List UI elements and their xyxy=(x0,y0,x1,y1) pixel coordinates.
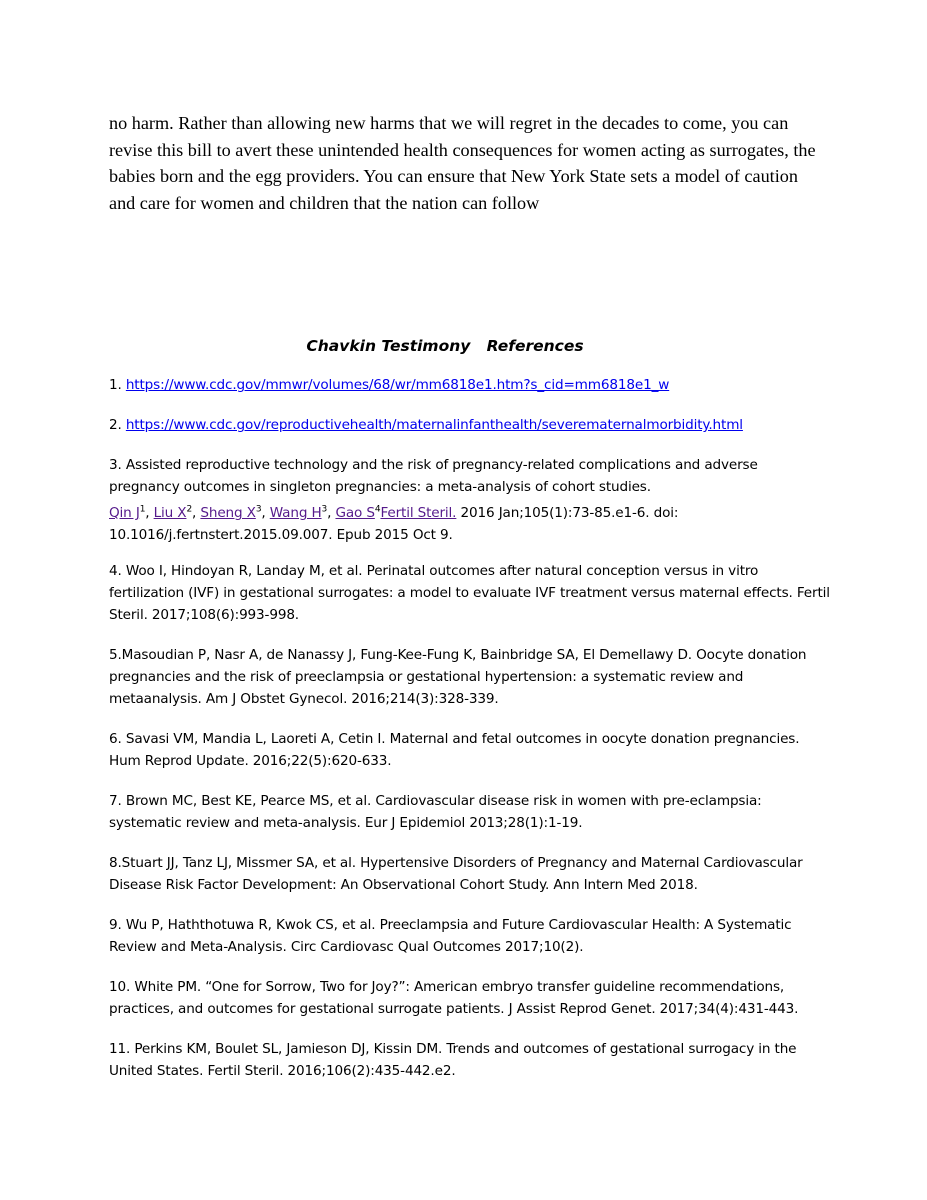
reference-text: 6. Savasi VM, Mandia L, Laoreti A, Cetin I. Maternal and fetal outcomes in oocyte donation pregnancies. Hum Reprod Update. 2016;22(5):620-633. xyxy=(109,731,800,769)
reference-1 xyxy=(109,374,831,396)
reference-text: 8.Stuart JJ, Tanz LJ, Missmer SA, et al. Hypertensive Disorders of Pregnancy and Maternal Cardiovascular Disease Risk Factor Development: An Observational Cohort Study. Ann Intern Med 2018. xyxy=(109,855,803,893)
reference-text: 5.Masoudian P, Nasr A, de Nanassy J, Fung-Kee-Fung K, Bainbridge SA, El Demellawy D. Oocyte donation pregnancies and the risk of preeclampsia or gestational hypertension: a systematic review and metaanalysis. Am J Obstet Gynecol. 2016;214(3):328-339. xyxy=(109,647,807,707)
references-list xyxy=(109,374,831,1096)
separator: , xyxy=(261,505,270,521)
separator: , xyxy=(327,505,336,521)
separator: , xyxy=(192,505,201,521)
reference-link[interactable]: https://www.cdc.gov/reproductivehealth/maternalinfanthealth/severematernalmorbidity.html xyxy=(125,417,743,433)
journal-link-fertil-steril[interactable]: Fertil Steril. xyxy=(380,505,457,521)
reference-text: 4. Woo I, Hindoyan R, Landay M, et al. Perinatal outcomes after natural conception versus in vitro fertilization (IVF) in gestational surrogates: a model to evaluate IVF treatment versus maternal effects. Fertil Steril. 2017;108(6):993-998. xyxy=(109,563,830,623)
references-heading: Chavkin Testimony References xyxy=(306,337,584,355)
author-affiliation: 1 xyxy=(139,504,146,515)
reference-text: 3. Assisted reproductive technology and the risk of pregnancy-related complications and adverse pregnancy outcomes in singleton pregnancies: a meta-analysis of cohort studies. xyxy=(109,457,758,495)
intro-paragraph: no harm. Rather than allowing new harms that we will regret in the decades to come, you can revise this bill to avert these unintended health consequences for women acting as surrogates, the babies born and the egg providers. You can ensure that New York State sets a model of caution and care for women and children that the nation can follow xyxy=(109,113,816,213)
reference-text: 9. Wu P, Haththotuwa R, Kwok CS, et al. Preeclampsia and Future Cardiovascular Health: A Systematic Review and Meta-Analysis. Circ Cardiovasc Qual Outcomes 2017;10(2). xyxy=(109,917,792,955)
reference-text: 11. Perkins KM, Boulet SL, Jamieson DJ, Kissin DM. Trends and outcomes of gestational surrogacy in the United States. Fertil Steril. 2016;106(2):435-442.e2. xyxy=(109,1041,797,1079)
reference-11 xyxy=(109,1038,831,1082)
reference-5 xyxy=(109,644,831,710)
reference-citation: 2016 Jan;105(1):73-85.e1-6. doi: 10.1016/j.fertnstert.2015.09.007. Epub 2015 Oct 9. xyxy=(109,505,679,543)
author-affiliation: 2 xyxy=(186,504,193,515)
reference-8 xyxy=(109,852,831,896)
reference-text: 7. Brown MC, Best KE, Pearce MS, et al. Cardiovascular disease risk in women with pre-eclampsia: systematic review and meta-analysis. Eur J Epidemiol 2013;28(1):1-19. xyxy=(109,793,762,831)
reference-text: 10. White PM. “One for Sorrow, Two for Joy?”: American embryo transfer guideline recommendations, practices, and outcomes for gestational surrogate patients. J Assist Reprod Genet. 2017;34(4):431-443. xyxy=(109,979,799,1017)
reference-6 xyxy=(109,728,831,772)
reference-number: 1. xyxy=(109,377,126,393)
author-link-sheng[interactable]: Sheng X xyxy=(200,505,256,521)
reference-4 xyxy=(109,560,831,626)
reference-number: 2. xyxy=(109,417,126,433)
reference-authors xyxy=(109,502,831,546)
reference-10 xyxy=(109,976,831,1020)
reference-7 xyxy=(109,790,831,834)
author-link-wang[interactable]: Wang H xyxy=(269,505,322,521)
reference-link[interactable]: https://www.cdc.gov/mmwr/volumes/68/wr/mm6818e1.htm?s_cid=mm6818e1_w xyxy=(125,377,670,393)
reference-9 xyxy=(109,914,831,958)
author-link-qin[interactable]: Qin J xyxy=(109,505,140,521)
reference-3 xyxy=(109,454,831,546)
separator: , xyxy=(145,505,154,521)
author-link-liu[interactable]: Liu X xyxy=(153,505,187,521)
author-affiliation: 3 xyxy=(321,504,328,515)
author-affiliation: 3 xyxy=(255,504,262,515)
author-affiliation: 4 xyxy=(374,504,381,515)
author-link-gao[interactable]: Gao S xyxy=(335,505,375,521)
reference-2 xyxy=(109,414,831,436)
